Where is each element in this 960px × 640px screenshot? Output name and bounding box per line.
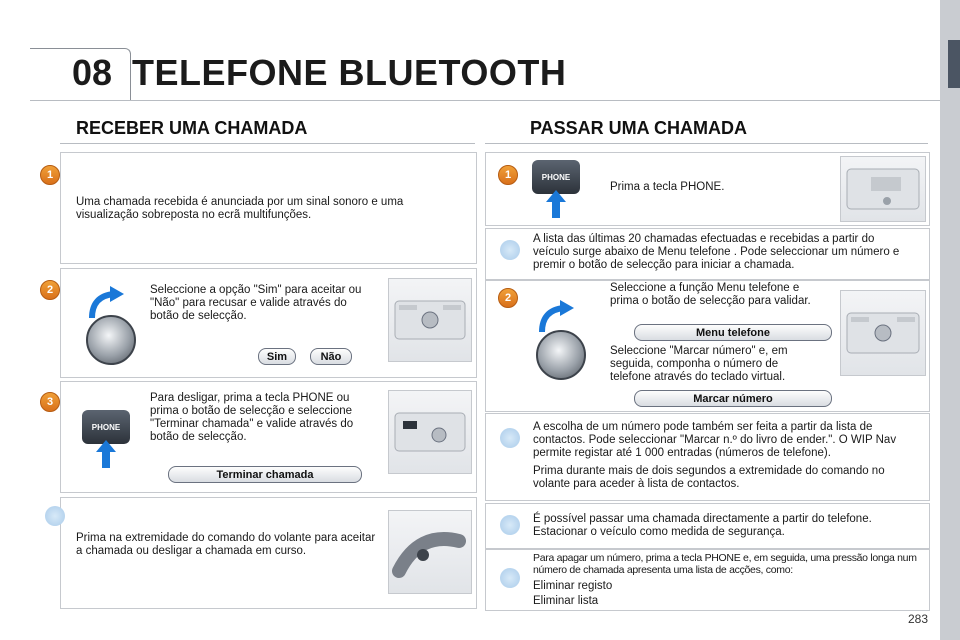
page-title: TELEFONE BLUETOOTH [132,52,567,93]
page-number: 283 [908,612,929,626]
left-step1-text: Uma chamada recebida é anunciada por um sinal sonoro e uma visualização sobreposta no ecrã multifunções. [76,196,404,221]
info-light-icon [45,506,65,526]
marcar-numero-option[interactable]: Marcar número [634,390,832,407]
radio-panel-image [388,278,472,362]
info-light-icon [500,568,520,588]
right-tip3-text: É possível passar uma chamada directamente a partir do telefone. Estacionar o veículo como medida de segurança. [533,513,872,538]
right-section-rule [485,143,928,144]
right-tip1-text: A lista das últimas 20 chamadas efectuadas e recebidas a partir do veículo surge abaixo de Menu telefone . Pode seleccionar um número e premir o botão de selecção para iniciar a chamada. [533,233,900,271]
phone-key-icon: PHONE [82,410,130,444]
right-tip4-text: Para apagar um número, prima a tecla PHONE e, em seguida, uma pressão longa num número de chamada apresenta uma lista de acções, como: [533,552,917,576]
right-tip4-item1: Eliminar registo [533,580,613,592]
left-step3-text: Para desligar, prima a tecla PHONE ou prima o botão de selecção e seleccione "Terminar chamada" e valide através do botão de selecção. [150,392,354,443]
radio-panel-image [840,290,926,376]
left-tip-text: Prima na extremidade do comando do volante para aceitar a chamada ou desligar a chamada em curso. [76,532,376,557]
chapter-tab-marker [948,40,960,88]
menu-telefone-option[interactable]: Menu telefone [634,324,832,341]
info-light-icon [500,515,520,535]
step-badge: 1 [40,165,60,185]
selection-knob-icon [86,315,136,365]
radio-panel-image [388,390,472,474]
header-divider [30,100,940,101]
right-section-title: PASSAR UMA CHAMADA [530,118,747,138]
left-section-title: RECEBER UMA CHAMADA [76,118,308,138]
end-call-option[interactable]: Terminar chamada [168,466,362,483]
right-tip2-text-a: A escolha de um número pode também ser feita a partir da lista de contactos. Pode seleccionar "Marcar n.º do livro de ender.". O WIP Nav permite registar até 1 000 entradas (números de telefone). [533,421,897,459]
right-tip4-item2: Eliminar lista [533,595,599,607]
left-section-rule [60,143,475,144]
left-step2-text: Seleccione a opção "Sim" para aceitar ou "Não" para recusar e valide através do botão de selecção. [150,284,362,322]
info-light-icon [500,428,520,448]
step-badge: 2 [40,280,60,300]
step-badge: 1 [498,165,518,185]
up-arrow-icon [96,440,116,473]
info-light-icon [500,240,520,260]
step-badge: 2 [498,288,518,308]
step-badge: 3 [40,392,60,412]
chapter-number: 08 [72,52,113,93]
no-option[interactable]: Não [310,348,352,365]
steering-control-image [388,510,472,594]
radio-panel-image [840,156,926,222]
phone-key-icon: PHONE [532,160,580,194]
right-step2-text-b: Seleccione "Marcar número" e, em seguida, componha o número de telefone através do teclado virtual. [610,345,788,383]
up-arrow-icon [546,190,566,223]
right-step1-text: Prima a tecla PHONE. [610,181,725,193]
right-tip2-text-b: Prima durante mais de dois segundos a extremidade do comando no volante para aceder à lista de contactos. [533,465,885,490]
right-step2-text-a: Seleccione a função Menu telefone e prima o botão de selecção para validar. [610,282,811,307]
page-edge-strip [940,0,960,640]
selection-knob-icon [536,330,586,380]
yes-option[interactable]: Sim [258,348,296,365]
